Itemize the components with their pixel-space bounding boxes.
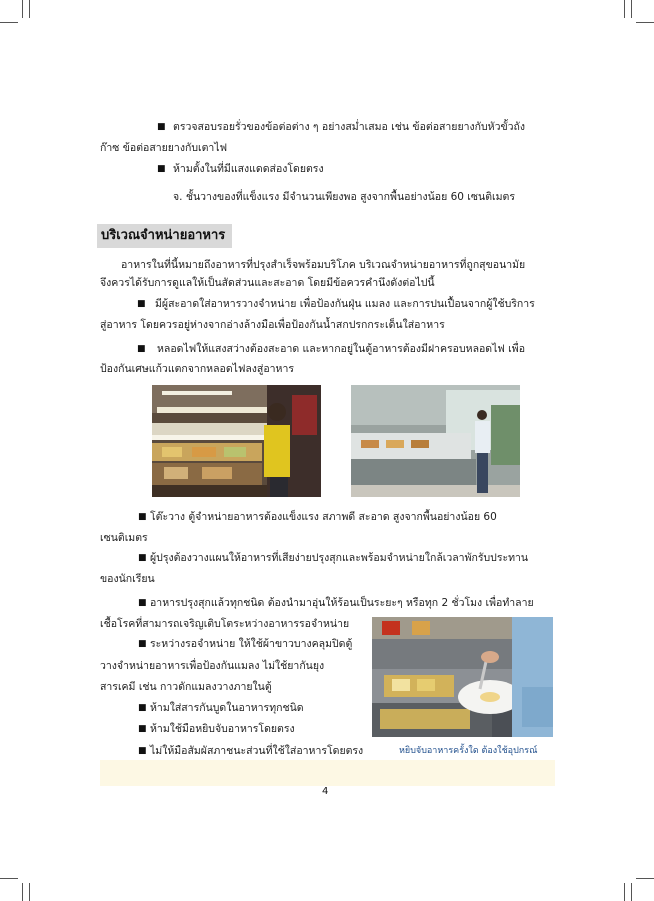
bullet-text: สารเคมี เช่น กาวดักแมลงวางภายในตู้ [100, 681, 272, 693]
bullet: ■ [138, 703, 147, 713]
bullet: ■ [138, 598, 147, 608]
crop-mark [29, 0, 30, 18]
bullet-text: อาหารปรุงสุกแล้วทุกชนิด ต้องนำมาอุ่นให้ร้อนเป็นระยะๆ หรือทุก 2 ชั่วโมง เพื่อทำลาย [150, 597, 534, 609]
bullet: ■ [138, 512, 147, 522]
bullet-text: ห้ามใส่สารกันบูดในอาหารทุกชนิด [150, 702, 304, 714]
crop-mark [22, 0, 23, 18]
bullet-text: หลอดไฟให้แสงสว่างต้องสะอาด และหากอยู่ในตู้อาหารต้องมีฝาครอบหลอดไฟ เพื่อ [157, 343, 525, 355]
bullet-text: วางจำหน่ายอาหารเพื่อป้องกันแมลง ไม่ใช้ยากันยุง [100, 660, 325, 672]
bullet-text: เชื้อโรคที่สามารถเจริญเติบโตระหว่างอาหารรอจำหน่าย [100, 618, 350, 630]
bullet: ■ [138, 746, 147, 756]
crop-mark [631, 883, 632, 901]
paragraph-line: จ. ชั้นวางของที่แข็งแรง มีจำนวนเพียงพอ สูงจากพื้นอย่างน้อย 60 เซนติเมตร [173, 191, 515, 203]
bullet-text: ป้องกันเศษแก้วแตกจากหลอดไฟลงสู่อาหาร [100, 363, 295, 375]
crop-mark [29, 883, 30, 901]
footer-band [100, 760, 555, 786]
crop-mark [631, 0, 632, 18]
bullet-text: ไม่ให้มือสัมผัสภาชนะส่วนที่ใช้ใส่อาหารโดยตรง [150, 745, 364, 757]
bullet-text: โต๊ะวาง ตู้จำหน่ายอาหารต้องแข็งแรง สภาพดี สะอาด สูงจากพื้นอย่างน้อย 60 [150, 511, 497, 523]
bullet: ■ [137, 299, 146, 309]
bullet-text: สู่อาหาร โดยควรอยู่ห่างจากอ่างล้างมือเพื่อป้องกันน้ำสกปรกกระเด็นใส่อาหาร [100, 319, 445, 331]
bullet-text: ระหว่างรอจำหน่าย ให้ใช้ผ้าขาวบางคลุมปิดตู้ [150, 638, 353, 650]
bullet: ■ [138, 639, 147, 649]
crop-mark [22, 883, 23, 901]
bullet: ■ [157, 122, 166, 132]
crop-mark [636, 22, 654, 23]
page-number: 4 [322, 786, 329, 797]
crop-mark [624, 883, 625, 901]
food-display-photo [152, 385, 321, 497]
bullet: ■ [138, 724, 147, 734]
photo-caption: หยิบจับอาหารครั้งใด ต้องใช้อุปกรณ์ [399, 746, 538, 756]
paragraph-line: ก๊าซ ข้อต่อสายยางกับเตาไฟ [100, 142, 227, 154]
crop-mark [0, 22, 18, 23]
bullet: ■ [138, 553, 147, 563]
bullet-text: มีผู้สะอาดใส่อาหารวางจำหน่าย เพื่อป้องกันฝุ่น แมลง และการปนเปื้อนจากผู้ใช้บริการ [155, 298, 535, 310]
crop-mark [636, 878, 654, 879]
paragraph-line: ตรวจสอบรอยรั่วของข้อต่อต่าง ๆ อย่างสม่ำเสมอ เช่น ข้อต่อสายยางกับหัวขั้วถัง [173, 121, 526, 133]
bullet-text: ผู้ปรุงต้องวางแผนให้อาหารที่เสียง่ายปรุงสุกและพร้อมจำหน่ายใกล้เวลาพักรับประทาน [150, 552, 529, 564]
crop-mark [624, 0, 625, 18]
bullet-text: ของนักเรียน [100, 573, 155, 585]
paragraph-line: อาหารในที่นี้หมายถึงอาหารที่ปรุงสำเร็จพร้อมบริโภค บริเวณจำหน่ายอาหารที่ถูกสุขอนามัย [121, 259, 526, 271]
paragraph-line: ห้ามตั้งในที่มีแสงแดดส่องโดยตรง [173, 163, 324, 175]
serving-food-photo [372, 617, 553, 737]
bullet: ■ [137, 344, 146, 354]
section-heading: บริเวณจำหน่ายอาหาร [101, 228, 226, 243]
bullet-text: ห้ามใช้มือหยิบจับอาหารโดยตรง [150, 723, 295, 735]
glass-display-case-photo [351, 385, 520, 497]
bullet: ■ [157, 164, 166, 174]
paragraph-line: จึงควรได้รับการดูแลให้เป็นสัดส่วนและสะอาด โดยมีข้อควรคำนึงดังต่อไปนี้ [100, 277, 435, 289]
crop-mark [0, 878, 18, 879]
bullet-text: เซนติเมตร [100, 532, 148, 544]
